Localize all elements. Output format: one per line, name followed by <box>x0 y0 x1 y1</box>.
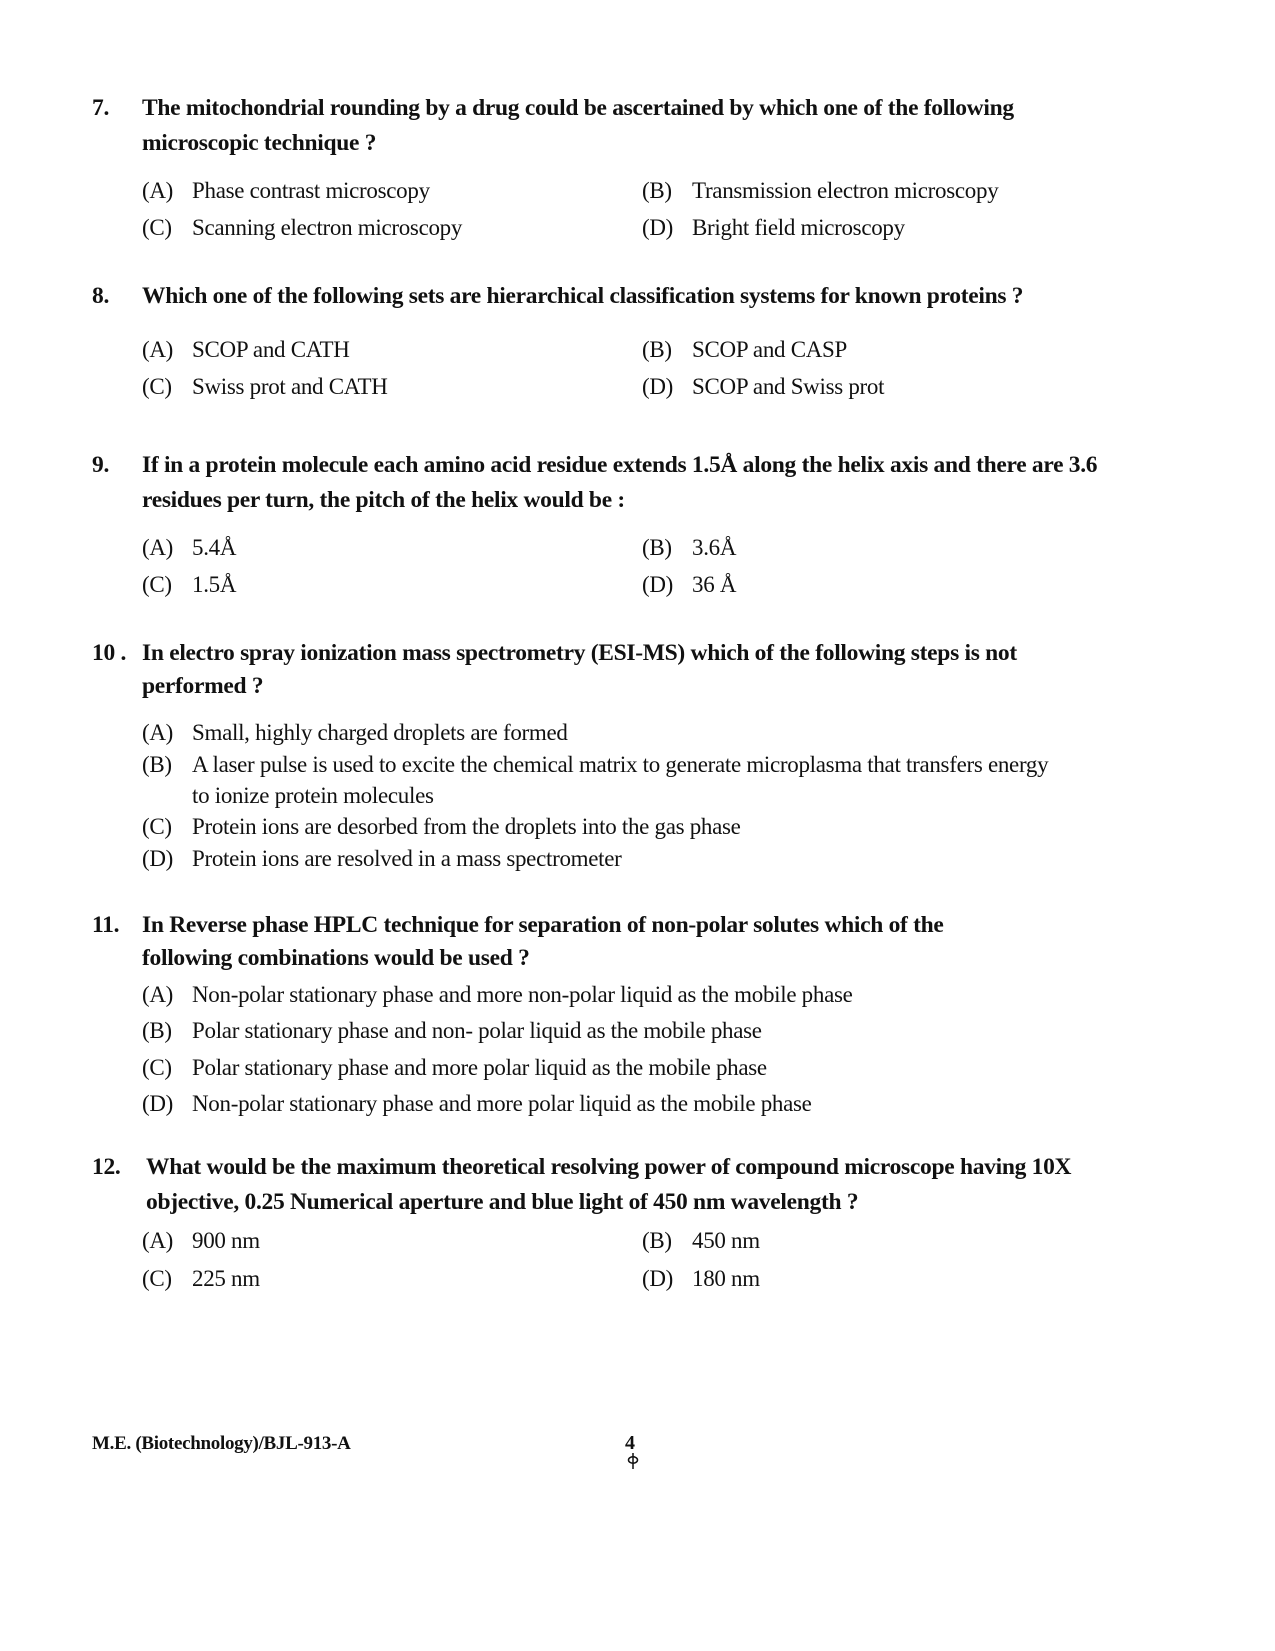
option-c: (C) Swiss prot and CATH <box>142 374 388 399</box>
option-a: (A) 900 nm <box>142 1228 260 1253</box>
page-number: 4 <box>625 1432 635 1454</box>
option-b: (B) Polar stationary phase and non- polar liquid as the mobile phase <box>142 1018 762 1043</box>
question-stem <box>92 909 992 975</box>
option-d: (D) Bright field microscopy <box>642 215 905 240</box>
question-12 <box>92 1150 1102 1298</box>
question-stem <box>92 448 1102 518</box>
registration-mark-icon <box>626 1453 640 1469</box>
option-d: (D) SCOP and Swiss prot <box>642 374 885 399</box>
option-d: (D) 180 nm <box>642 1266 760 1291</box>
option-c: (C) Protein ions are desorbed from the droplets into the gas phase <box>142 814 741 839</box>
question-number: 7. <box>92 95 110 121</box>
question-number: 8. <box>92 283 110 309</box>
question-stem <box>92 279 1102 314</box>
question-text: What would be the maximum theoretical resolving power of compound microscope having 10X objective, 0.25 Numerical aperture and blue light of 450 nm wavelength ? <box>146 1154 1072 1215</box>
question-7 <box>92 91 1102 246</box>
options-grid <box>142 529 1102 603</box>
question-number: 9. <box>92 452 110 478</box>
option-c: (C) 225 nm <box>142 1266 260 1291</box>
option-b: (B) 450 nm <box>642 1228 760 1253</box>
question-text: In Reverse phase HPLC technique for separation of non-polar solutes which of the following combinations would be used ? <box>142 912 944 971</box>
question-text: Which one of the following sets are hierarchical classification systems for known proteins ? <box>142 283 1024 309</box>
option-c: (C) Polar stationary phase and more polar liquid as the mobile phase <box>142 1055 767 1080</box>
question-number: 12. <box>92 1154 121 1180</box>
question-text: The mitochondrial rounding by a drug could be ascertained by which one of the following microscopic technique ? <box>142 95 1014 156</box>
question-number: 10 . <box>92 640 127 666</box>
question-9 <box>92 448 1102 603</box>
option-a: (A) SCOP and CATH <box>142 337 350 362</box>
option-c: (C) 1.5Å <box>142 572 237 597</box>
option-d: (D) Protein ions are resolved in a mass spectrometer <box>142 846 622 871</box>
option-b: (B) Transmission electron microscopy <box>642 178 999 203</box>
option-a: (A) Non-polar stationary phase and more non-polar liquid as the mobile phase <box>142 982 853 1007</box>
question-number: 11. <box>92 912 120 938</box>
option-b: (B) 3.6Å <box>642 535 737 560</box>
question-10 <box>92 637 1102 875</box>
question-stem <box>92 91 1102 161</box>
options-list <box>142 717 1102 875</box>
options-grid <box>142 172 1102 246</box>
question-stem <box>92 1150 1102 1220</box>
option-a: (A) Phase contrast microscopy <box>142 178 430 203</box>
option-c: (C) Scanning electron microscopy <box>142 215 463 240</box>
options-grid <box>142 331 1102 405</box>
options-grid <box>142 1222 1102 1298</box>
option-a: (A) 5.4Å <box>142 535 237 560</box>
question-11 <box>92 909 1102 1122</box>
option-d: (D) Non-polar stationary phase and more polar liquid as the mobile phase <box>142 1091 812 1116</box>
question-text: If in a protein molecule each amino acid residue extends 1.5Å along the helix axis and there are 3.6 residues per turn, the pitch of the helix would be : <box>142 452 1098 513</box>
option-d: (D) 36 Å <box>642 572 737 597</box>
question-stem <box>92 637 1102 703</box>
option-a: (A) Small, highly charged droplets are formed <box>142 720 568 745</box>
question-text: In electro spray ionization mass spectrometry (ESI-MS) which of the following steps is not performed ? <box>142 640 1017 699</box>
question-8 <box>92 279 1102 405</box>
option-b: (B) SCOP and CASP <box>642 337 848 362</box>
option-b: (B) A laser pulse is used to excite the chemical matrix to generate microplasma that transfers energy to ionize protein molecules <box>142 752 1049 808</box>
paper-code: M.E. (Biotechnology)/BJL-913-A <box>92 1433 351 1454</box>
options-list <box>142 977 1102 1122</box>
